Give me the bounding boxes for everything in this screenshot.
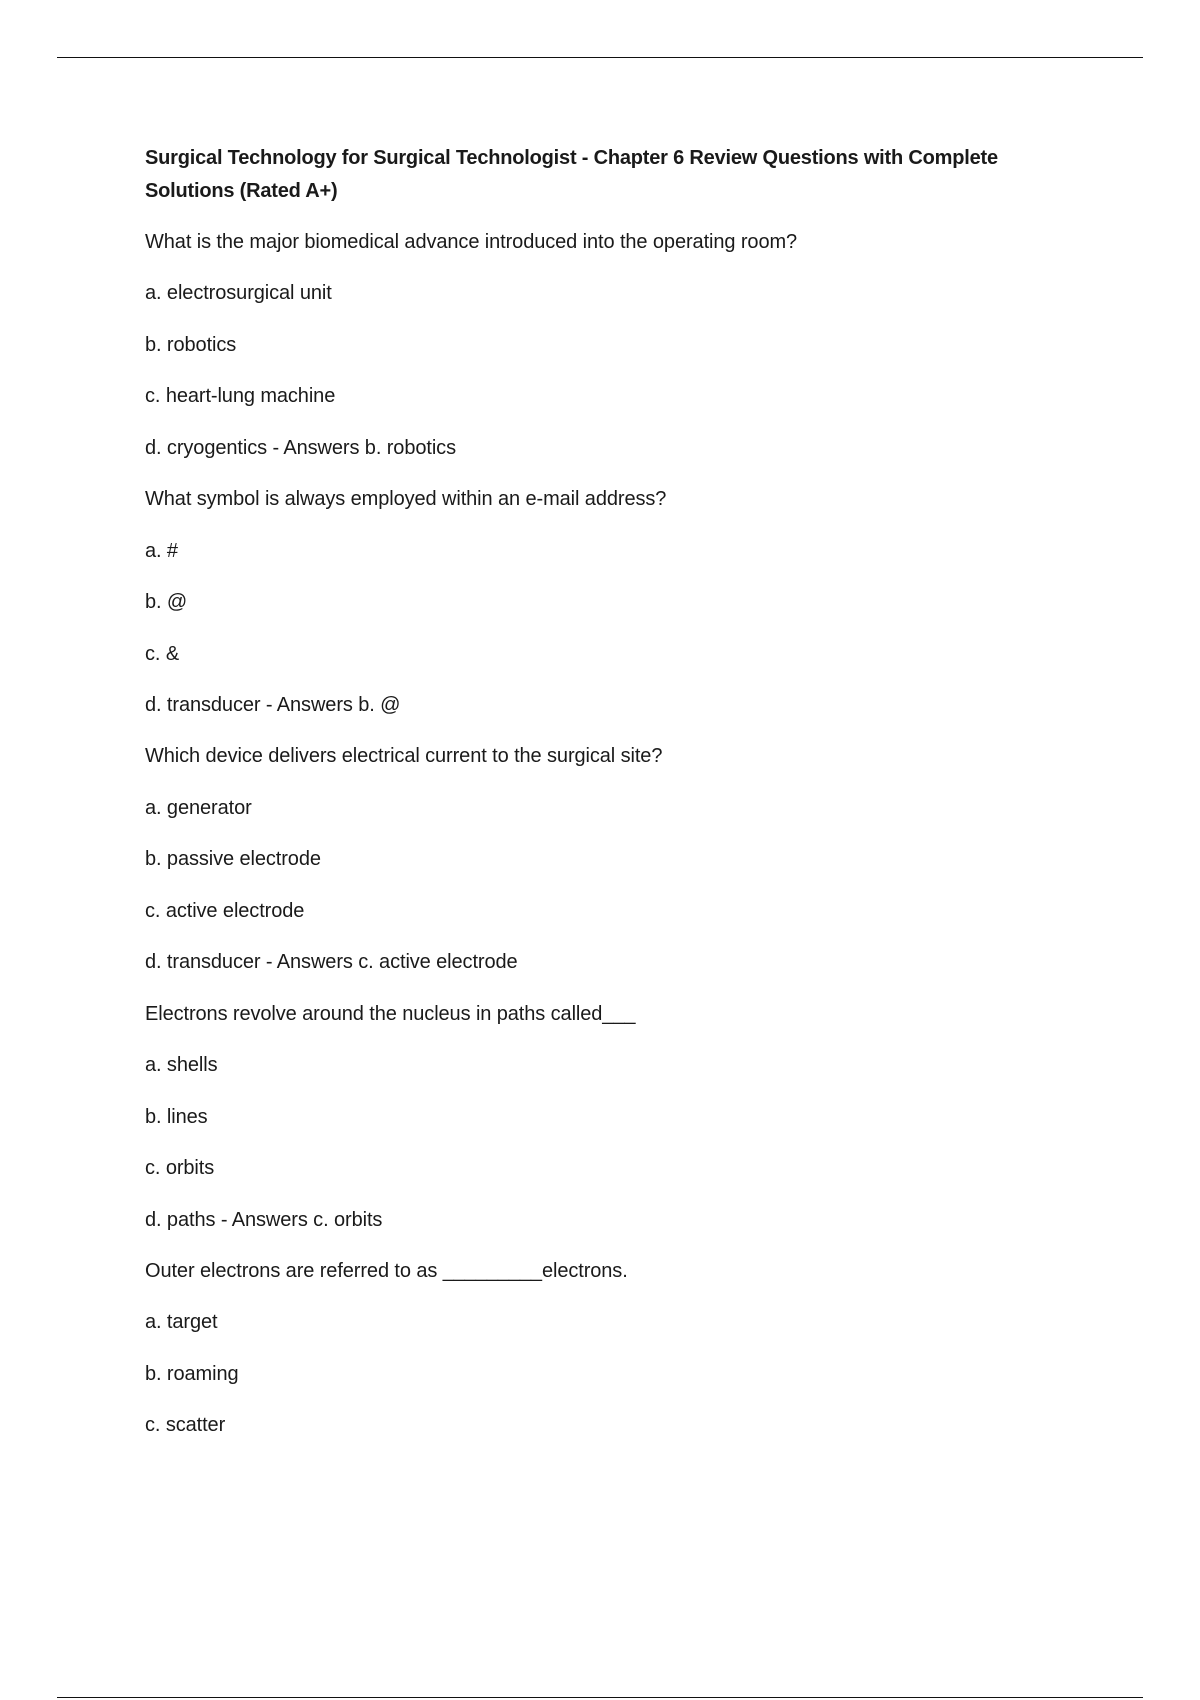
footer-rule bbox=[57, 1697, 1143, 1698]
question-4: Electrons revolve around the nucleus in paths called___ bbox=[145, 1003, 636, 1025]
q4-option-a: a. shells bbox=[145, 1054, 218, 1076]
q1-option-b: b. robotics bbox=[145, 334, 237, 356]
q1-option-a: a. electrosurgical unit bbox=[145, 282, 332, 304]
q3-option-b: b. passive electrode bbox=[145, 848, 321, 870]
q2-option-d-answer: d. transducer - Answers b. @ bbox=[145, 694, 401, 716]
q5-option-a: a. target bbox=[145, 1311, 218, 1333]
q3-option-a: a. generator bbox=[145, 797, 252, 819]
question-5: Outer electrons are referred to as _________electrons. bbox=[145, 1260, 628, 1282]
document-title: Surgical Technology for Surgical Technologist - Chapter 6 Review Questions with Complete Solutions (Rated A+) bbox=[145, 147, 998, 202]
q2-option-b: b. @ bbox=[145, 591, 188, 613]
q4-option-b: b. lines bbox=[145, 1106, 208, 1128]
q3-option-d-answer: d. transducer - Answers c. active electrode bbox=[145, 951, 518, 973]
question-3: Which device delivers electrical current to the surgical site? bbox=[145, 745, 663, 767]
q2-option-c: c. & bbox=[145, 643, 180, 665]
q2-option-a: a. # bbox=[145, 540, 178, 562]
q5-option-b: b. roaming bbox=[145, 1363, 239, 1385]
q4-option-d-answer: d. paths - Answers c. orbits bbox=[145, 1209, 383, 1231]
q5-option-c: c. scatter bbox=[145, 1414, 226, 1436]
q3-option-c: c. active electrode bbox=[145, 900, 305, 922]
question-2: What symbol is always employed within an e-mail address? bbox=[145, 488, 667, 510]
q4-option-c: c. orbits bbox=[145, 1157, 215, 1179]
question-1: What is the major biomedical advance introduced into the operating room? bbox=[145, 231, 798, 253]
q1-option-d-answer: d. cryogentics - Answers b. robotics bbox=[145, 437, 456, 459]
header-rule bbox=[57, 57, 1143, 58]
q1-option-c: c. heart-lung machine bbox=[145, 385, 336, 407]
